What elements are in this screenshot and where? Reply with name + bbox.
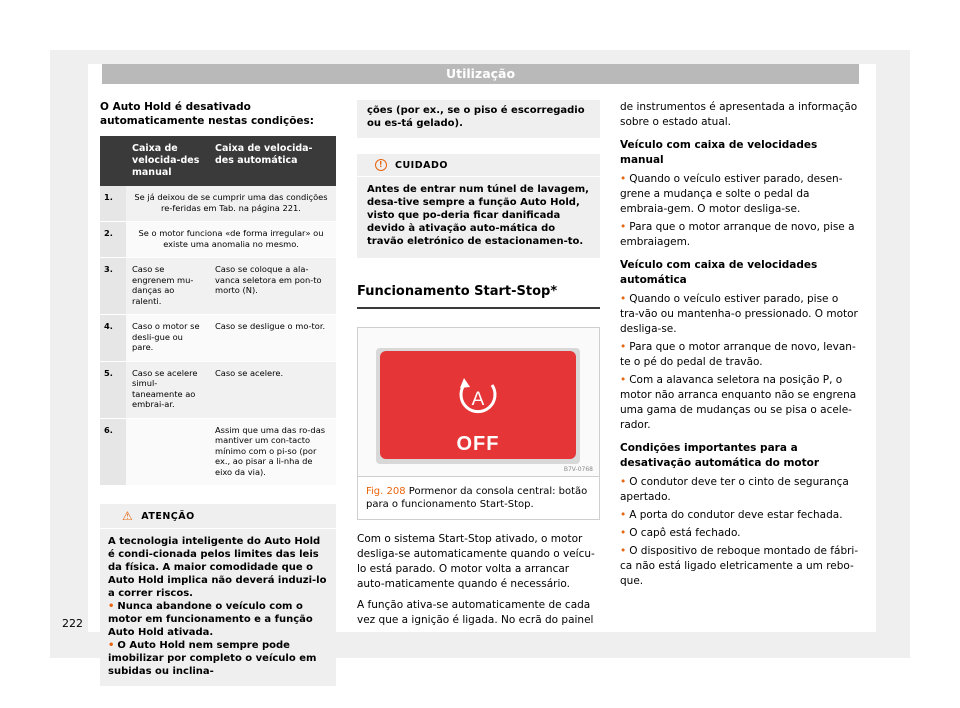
caution-header	[357, 154, 600, 177]
start-stop-button-illustration	[380, 351, 576, 459]
table-row	[100, 361, 336, 418]
column-left	[100, 100, 336, 686]
bullet-icon: •	[620, 341, 627, 353]
row-manual: Caso se engrenem mu-danças ao ralenti.	[126, 258, 209, 315]
table-row	[100, 258, 336, 315]
warning-header	[100, 504, 336, 529]
bullet-icon: •	[620, 374, 627, 386]
column-middle	[357, 100, 600, 628]
figure-caption	[358, 476, 599, 519]
list-item	[620, 292, 860, 337]
subheading-manual: Veículo com caixa de velocidades manual	[620, 139, 818, 166]
warning-box	[100, 504, 336, 686]
bullet-icon: •	[620, 173, 627, 185]
row-number: 6.	[100, 418, 126, 486]
warning-text: A tecnologia inteligente do Auto Hold é condi-cionada pelos limites das leis da física. A maior comodidade que o Auto Hold implica não deverá induzi-lo a correr riscos.	[108, 536, 327, 599]
paragraph: A função ativa-se automaticamente de cada vez que a ignição é ligada. No ecrã do painel	[357, 599, 594, 626]
table-header-manual: Caixa de velocida-des manual	[126, 136, 209, 186]
list-item-text: O condutor deve ter o cinto de segurança apertado.	[620, 476, 849, 503]
caption-text: Pormenor da consola central: botão para o funcionamento Start-Stop.	[366, 486, 588, 510]
row-automatic: Caso se acelere.	[209, 361, 336, 418]
table-row	[100, 222, 336, 258]
subheading-automatic: Veículo com caixa de velocidades automática	[620, 259, 818, 286]
list-item-text: O dispositivo de reboque montado de fábri-ca não está ligado eletricamente a um rebo-que.	[620, 545, 859, 587]
warning-bullet	[108, 639, 328, 678]
list-item-text: Para que o motor arranque de novo, pise a embraiagem.	[620, 221, 855, 248]
list-item-text: Com a alavanca seletora na posição P, o motor não arranca enquanto não se engrena uma gama de mudanças ou se pisa o acele-rador.	[620, 374, 857, 431]
row-number: 5.	[100, 361, 126, 418]
table-row	[100, 315, 336, 362]
deactivation-table	[100, 136, 336, 486]
table-header-number	[100, 136, 126, 186]
section-title: Funcionamento Start-Stop*	[357, 284, 600, 309]
figure-code: B7V-0768	[563, 466, 593, 473]
list-item-text: Quando o veículo estiver parado, pise o tra-vão ou mantenha-o pressionado. O motor desliga-se.	[620, 293, 858, 335]
warning-continuation: ções (por ex., se o piso é escorregadio ou es-tá gelado).	[357, 100, 600, 138]
row-automatic: Caso se coloque a ala-vanca seletora em pon-to morto (N).	[209, 258, 336, 315]
row-number: 1.	[100, 186, 126, 222]
warning-bullet	[108, 600, 328, 639]
bullet-icon: •	[108, 640, 115, 651]
row-text: Se já deixou de se cumprir uma das condições re-feridas em Tab. na página 221.	[126, 186, 336, 222]
row-number: 4.	[100, 315, 126, 362]
caption-label: Fig. 208	[366, 486, 406, 497]
button-off-label: OFF	[456, 433, 500, 455]
paragraph: de instrumentos é apresentada a informação sobre o estado atual.	[620, 101, 858, 128]
caution-title: CUIDADO	[395, 159, 448, 171]
table-row	[100, 418, 336, 486]
page-number: 222	[62, 617, 83, 630]
row-number: 2.	[100, 222, 126, 258]
figure-image	[358, 328, 599, 476]
bullet-icon: •	[620, 221, 627, 233]
bullet-icon: •	[620, 476, 627, 488]
figure-208	[357, 327, 600, 520]
button-letter: A	[471, 389, 485, 410]
caution-box	[357, 154, 600, 258]
warning-triangle-icon: ⚠	[122, 509, 134, 523]
warning-title: ATENÇÃO	[141, 510, 195, 522]
row-number: 3.	[100, 258, 126, 315]
bullet-icon: •	[620, 293, 627, 305]
bullet-icon: •	[620, 545, 627, 557]
bullet-icon: •	[620, 527, 627, 539]
row-manual: Caso se acelere simul-taneamente ao embrai-ar.	[126, 361, 209, 418]
row-manual: Caso o motor se desli-gue ou pare.	[126, 315, 209, 362]
row-manual	[126, 418, 209, 486]
list-item	[620, 373, 860, 433]
paragraph: Com o sistema Start-Stop ativado, o motor desliga-se automaticamente quando o veícu-lo está parado. O motor volta a arrancar auto-maticamente quando é necessário.	[357, 533, 595, 590]
column-right	[620, 100, 860, 592]
row-text: Se o motor funciona «de forma irregular» ou existe uma anomalia no mesmo.	[126, 222, 336, 258]
row-automatic: Caso se desligue o mo-tor.	[209, 315, 336, 362]
caution-text: Antes de entrar num túnel de lavagem, desa-tive sempre a função Auto Hold, visto que po-deria ficar danificada devido à ativação auto-mática do travão eletrónico de estacionamen-to.	[367, 184, 589, 247]
row-automatic: Assim que uma das ro-das mantiver um con-tacto mínimo com o pi-so (por ex., ao pisar a li-nha de eixo da via).	[209, 418, 336, 486]
warning-body	[100, 529, 336, 686]
list-item	[620, 172, 860, 217]
list-item	[620, 526, 860, 541]
list-item-text: Quando o veículo estiver parado, desen-grene a mudança e solte o pedal da embraia-gem. O motor desliga-se.	[620, 173, 843, 215]
list-item	[620, 475, 860, 505]
subheading-conditions: Condições importantes para a desativação automática do motor	[620, 442, 820, 469]
page-header: Utilização	[102, 64, 859, 84]
list-item-text: A porta do condutor deve estar fechada.	[629, 509, 843, 521]
bullet-text: Nunca abandone o veículo com o motor em funcionamento e a função Auto Hold ativada.	[108, 601, 313, 638]
list-item	[620, 544, 860, 589]
list-item	[620, 220, 860, 250]
list-item-text: O capô está fechado.	[629, 527, 741, 539]
table-row	[100, 186, 336, 222]
info-circle-icon: !	[375, 159, 387, 171]
list-item	[620, 508, 860, 523]
list-item	[620, 340, 860, 370]
bullet-icon: •	[620, 509, 627, 521]
bullet-text: O Auto Hold nem sempre pode imobilizar por completo o veículo em subidas ou inclina-	[108, 640, 317, 677]
list-item-text: Para que o motor arranque de novo, levan-te o pé do pedal de travão.	[620, 341, 856, 368]
intro-text: O Auto Hold é desativado automaticamente nestas condições:	[100, 101, 314, 127]
bullet-icon: •	[108, 601, 115, 612]
table-header-automatic: Caixa de velocida-des automática	[209, 136, 336, 186]
